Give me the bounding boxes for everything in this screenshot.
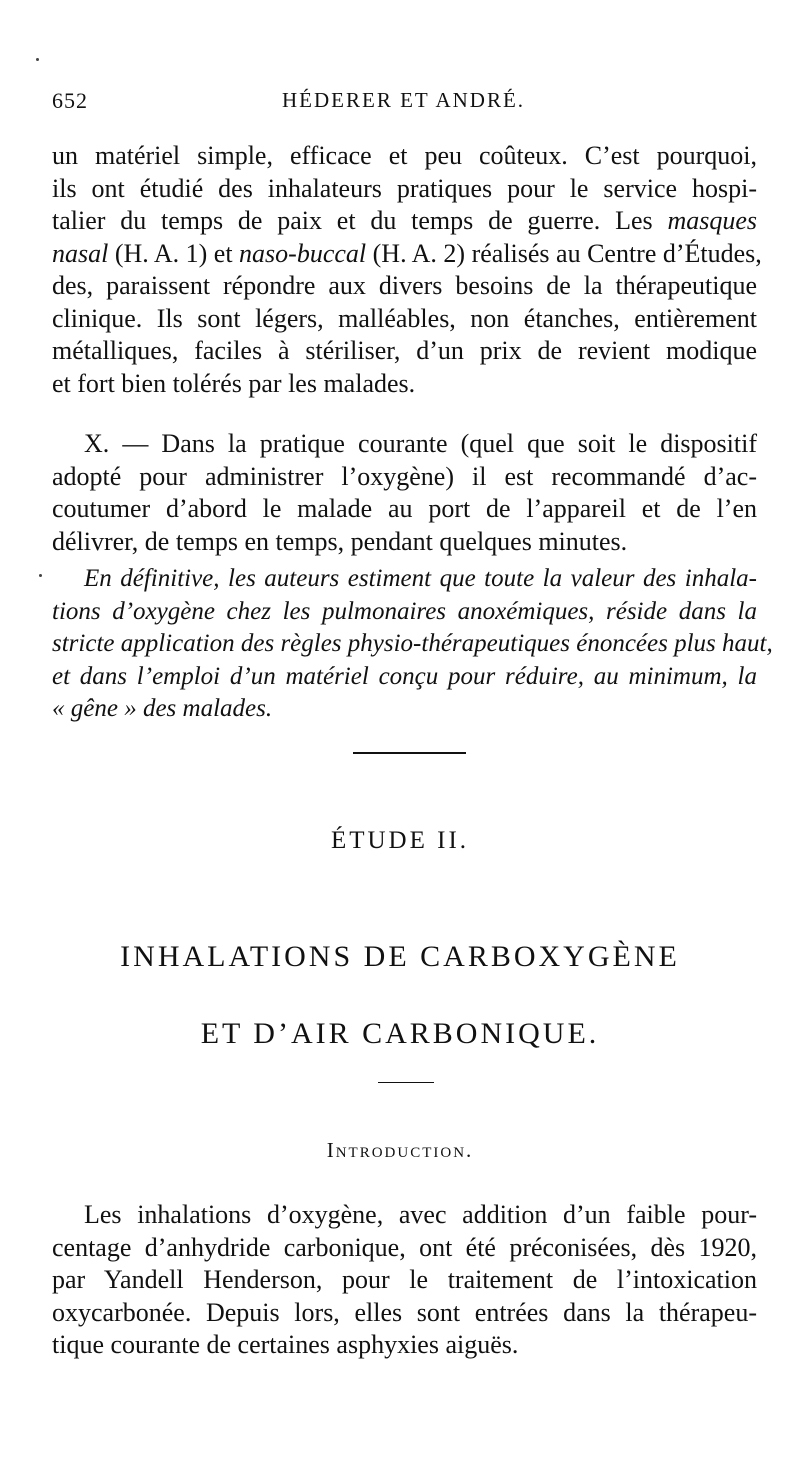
text-run: ils ont étudié des inhalateurs pratiques pour le service hospi-: [52, 173, 757, 203]
stray-ink-mark: [36, 58, 39, 61]
text-line: Les inhalations d’oxygène, avec addition d’un faible pour-: [84, 1200, 757, 1229]
title-divider: [378, 1082, 434, 1083]
paragraph-introduction: [52, 1199, 757, 1362]
text-run: et fort bien tolérés par les malades.: [52, 368, 416, 398]
text-line: stricte application des règles physio-thérapeutiques énoncées plus haut,: [52, 630, 773, 657]
text-line: [52, 270, 757, 303]
section-divider: [353, 752, 466, 754]
text-run: (H. A. 1) et: [108, 238, 240, 268]
paragraph-practice: [52, 428, 757, 558]
text-line: « gêne » des malades.: [52, 695, 273, 722]
text-line: délivrer, de temps en temps, pendant quelques minutes.: [52, 526, 628, 556]
stray-ink-mark: [39, 574, 42, 577]
italic-term: masques: [667, 206, 757, 235]
running-title: HÉDERER ET ANDRÉ.: [282, 88, 526, 112]
introduction-heading: Introduction.: [326, 1138, 474, 1162]
italic-term: nasal: [52, 238, 109, 268]
text-line: [52, 140, 757, 173]
study-heading: ÉTUDE II.: [330, 827, 470, 854]
text-line: [52, 303, 757, 336]
text-run: clinique. Ils sont légers, malléables, non étanches, entièrement: [52, 303, 757, 333]
text-line: [52, 173, 757, 206]
text-line: tions d’oxygène chez les pulmonaires anoxémiques, réside dans la: [52, 597, 757, 625]
text-line: adopté pour administrer l’oxygène) il est recommandé d’ac-: [52, 461, 757, 491]
text-line: [52, 335, 757, 368]
text-line: [52, 368, 757, 401]
text-run: (H. A. 2) réalisés au Centre d’Études,: [366, 238, 762, 268]
text-line: et dans l’emploi d’un matériel conçu pour réduire, au minimum, la: [52, 662, 757, 690]
text-run: des, paraissent répondre aux divers besoins de la thérapeutique: [52, 271, 757, 300]
chapter-title-line-2: ET D’AIR CARBONIQUE.: [200, 1017, 600, 1050]
text-line: En définitive, les auteurs estiment que toute la valeur des inhala-: [84, 565, 757, 592]
chapter-title-line-1: INHALATIONS DE CARBOXYGÈNE: [120, 940, 680, 973]
text-line: tique courante de certaines asphyxies aiguës.: [52, 1330, 519, 1359]
text-line: oxycarbonée. Depuis lors, elles sont entrées dans la thérapeu-: [52, 1297, 757, 1327]
running-head: [52, 88, 752, 118]
text-line: coutumer d’abord le malade au port de l’appareil et de l’en: [52, 494, 757, 523]
text-line: X. — Dans la pratique courante (quel que soit le dispositif: [84, 429, 757, 458]
paragraph-materials: [52, 140, 762, 400]
text-run: un matériel simple, efficace et peu coûteux. C’est pourquoi,: [52, 141, 757, 170]
text-line: [52, 205, 757, 238]
text-line: centage d’anhydride carbonique, ont été préconisées, dès 1920,: [52, 1232, 757, 1262]
text-line: [52, 238, 762, 271]
text-line: par Yandell Henderson, pour le traitement de l’intoxication: [52, 1265, 757, 1294]
page-number: 652: [52, 88, 88, 113]
text-run: métalliques, faciles à stériliser, d’un prix de revient modique: [52, 336, 757, 365]
text-run: talier du temps de paix et du temps de guerre. Les: [52, 206, 668, 235]
italic-term: naso-buccal: [239, 238, 367, 268]
paragraph-conclusion: [52, 563, 773, 726]
